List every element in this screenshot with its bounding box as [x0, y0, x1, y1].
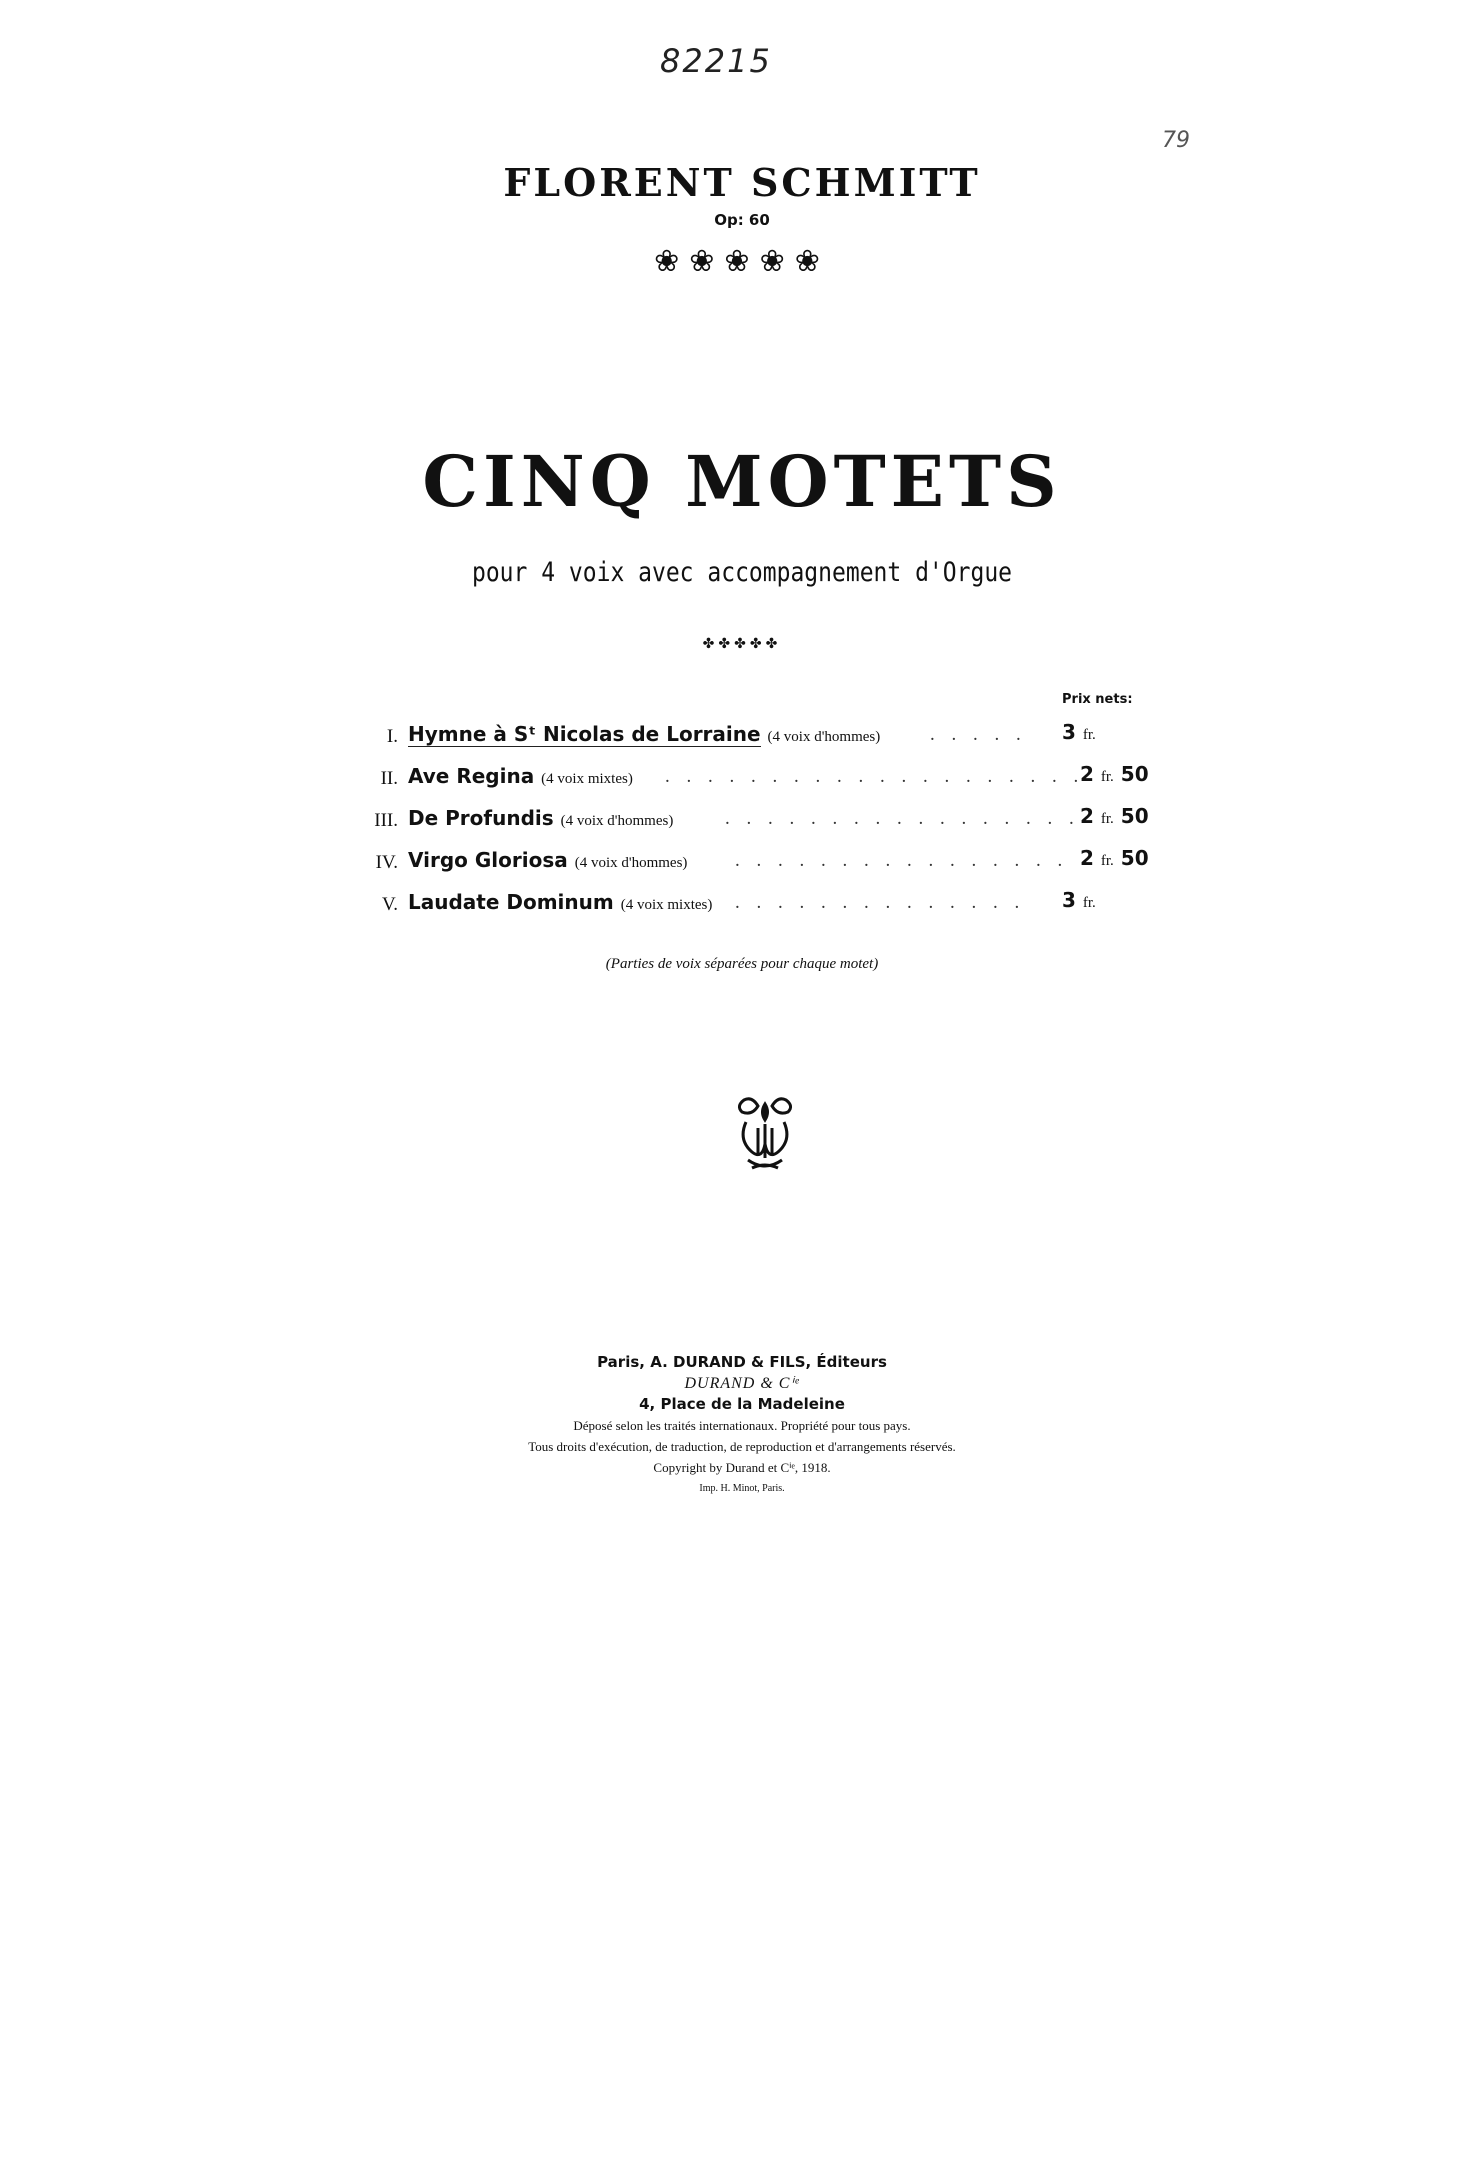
motet-title: Virgo Gloriosa: [408, 848, 568, 872]
motet-price: 2 fr. 50: [1080, 804, 1149, 828]
floral-ornament-icon: ❀❀❀❀❀: [654, 244, 830, 279]
motet-title: Ave Regina: [408, 764, 535, 788]
publisher-line: Paris, A. DURAND & FILS, Éditeurs: [597, 1353, 887, 1371]
motet-voices: (4 voix mixtes): [541, 771, 633, 787]
motet-entry: [408, 848, 687, 872]
motet-price: 3 fr.: [1062, 720, 1096, 744]
motet-price: 2 fr. 50: [1080, 846, 1149, 870]
motet-voices: (4 voix d'hommes): [767, 729, 881, 745]
page-title: CINQ MOTETS: [422, 440, 1062, 523]
list-item: [340, 844, 1149, 880]
motet-voices: (4 voix d'hommes): [574, 855, 688, 871]
list-item: [340, 886, 1140, 922]
motet-entry: [408, 764, 633, 788]
motet-numeral: IV.: [375, 852, 398, 873]
motet-voices: (4 voix mixtes): [620, 897, 713, 913]
motet-price: 3 fr.: [1062, 888, 1096, 912]
motet-title: Hymne à Sᵗ Nicolas de Lorraine: [408, 722, 761, 746]
parties-note: (Parties de voix séparées pour chaque motet): [605, 956, 879, 972]
motet-numeral: V.: [381, 894, 398, 915]
publisher-firm: DURAND & Cⁱᵉ: [684, 1375, 800, 1392]
prices-header: Prix nets:: [1062, 692, 1133, 707]
list-item: [340, 802, 1149, 838]
motet-entry: [408, 890, 712, 914]
motet-numeral: III.: [374, 810, 398, 831]
motet-title: De Profundis: [408, 806, 554, 830]
motet-numeral: II.: [380, 768, 398, 789]
opus-number: Op: 60: [714, 211, 770, 229]
leader-dots: . . . . .: [930, 724, 1027, 745]
small-ornament-icon: ✤✤✤✤✤: [702, 636, 782, 652]
printer-line: Imp. H. Minot, Paris.: [699, 1483, 785, 1494]
motet-entry: [408, 806, 673, 830]
publisher-address: 4, Place de la Madeleine: [639, 1395, 845, 1413]
motet-entry: [408, 722, 880, 746]
motet-voices: (4 voix d'hommes): [560, 813, 674, 829]
leader-dots: . . . . . . . . . . . . . . . . .: [725, 808, 1080, 829]
copyright-line: Copyright by Durand et Cⁱᵉ, 1918.: [653, 1460, 831, 1475]
catalog-number: 82215: [660, 42, 772, 80]
subtitle: pour 4 voix avec accompagnement d'Orgue: [471, 558, 1013, 588]
motet-price: 2 fr. 50: [1080, 762, 1149, 786]
leader-dots: . . . . . . . . . . . . . . . . . . . .: [665, 766, 1085, 787]
publisher-imprint: [0, 1352, 1484, 1499]
composer-name: FLORENT SCHMITT: [503, 160, 981, 205]
legal-deposit: Déposé selon les traités internationaux. Propriété pour tous pays.: [573, 1418, 911, 1433]
list-item: [340, 718, 1140, 754]
leader-dots: . . . . . . . . . . . . . .: [735, 892, 1026, 913]
rights-reserved: Tous droits d'exécution, de traduction, de reproduction et d'arrangements réservés.: [528, 1439, 956, 1454]
motet-title: Laudate Dominum: [408, 890, 614, 914]
motet-numeral: I.: [386, 726, 398, 747]
lyre-emblem-icon: [734, 1094, 796, 1172]
leader-dots: . . . . . . . . . . . . . . . .: [735, 850, 1069, 871]
margin-note: 79: [1162, 128, 1190, 153]
list-item: [340, 760, 1149, 796]
